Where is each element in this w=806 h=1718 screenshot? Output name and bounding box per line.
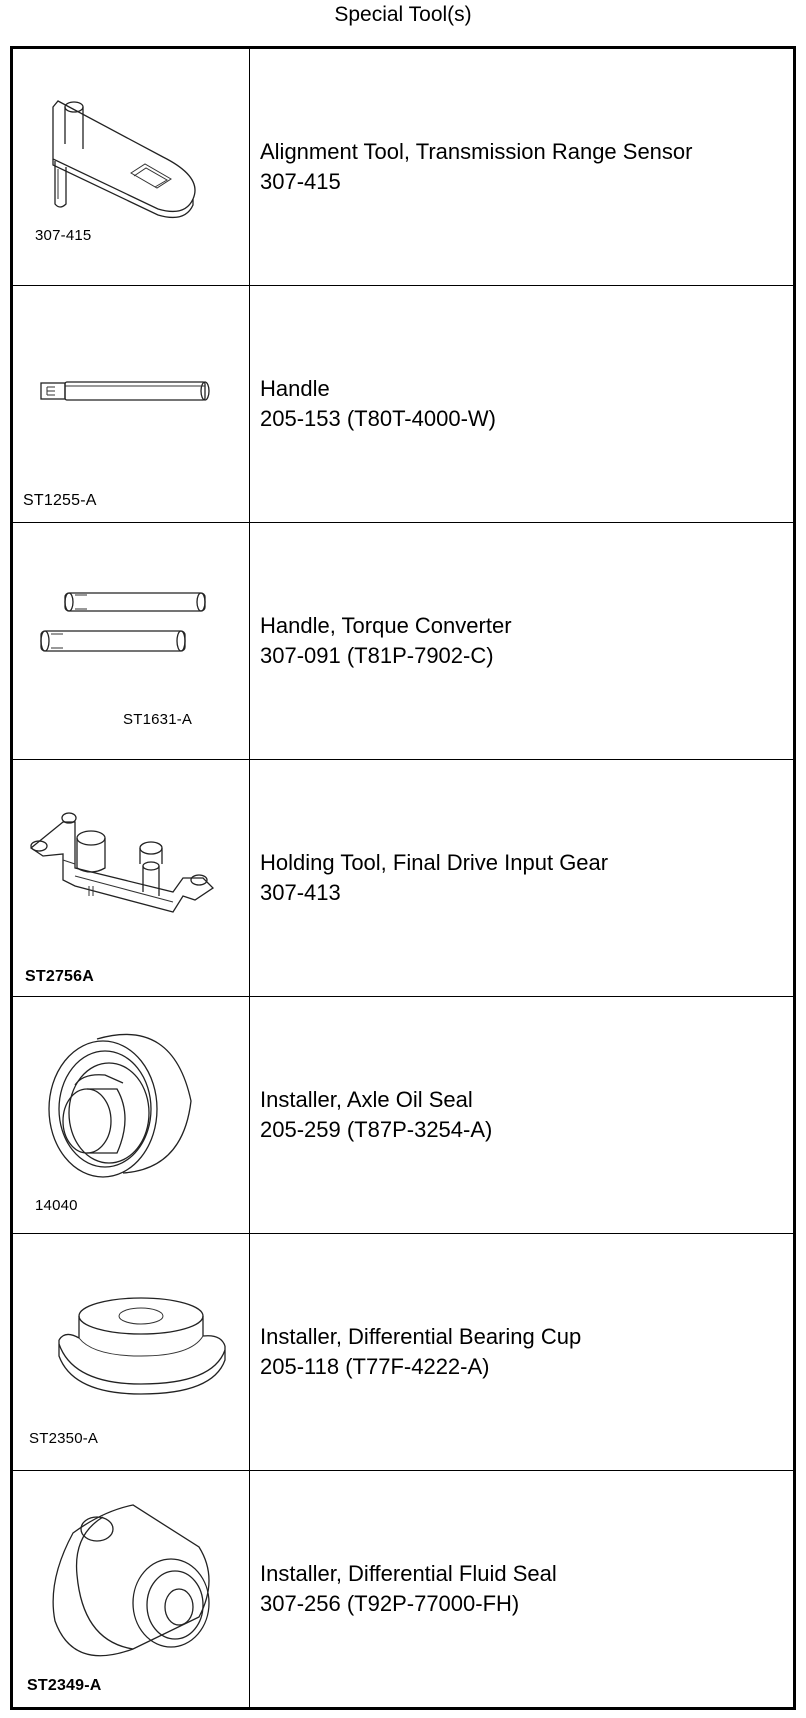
tool-description [250,1234,795,1471]
illustration-label: ST1255-A [23,492,97,509]
tool-name: Alignment Tool, Transmission Range Sensor [260,139,693,164]
illustration-label: ST2349-A [27,1677,102,1694]
tool-name: Handle [260,376,330,401]
tool-name: Installer, Axle Oil Seal [260,1087,473,1112]
fluid-seal-installer-icon [13,1471,249,1707]
tool-description [250,997,795,1234]
handle-icon [13,286,249,522]
illustration-label: ST2756A [25,968,94,985]
illustration-cell [12,523,250,760]
special-tools-table [10,46,796,1710]
holding-tool-icon [13,760,249,996]
tool-name: Holding Tool, Final Drive Input Gear [260,850,609,875]
tool-description [250,760,795,997]
tool-description [250,48,795,286]
illustration-cell [12,760,250,997]
tool-description [250,1471,795,1709]
tool-number: 307-413 [260,880,341,905]
tool-number: 205-118 (T77F-4222-A) [260,1354,490,1379]
alignment-tool-icon [13,49,249,285]
illustration-cell [12,1234,250,1471]
tool-description [250,523,795,760]
illustration-cell [12,286,250,523]
table-row [12,48,795,286]
tool-name: Handle, Torque Converter [260,613,512,638]
table-row [12,286,795,523]
illustration-label: 14040 [35,1197,78,1214]
table-row [12,1471,795,1709]
illustration-cell [12,1471,250,1709]
tool-number: 205-153 (T80T-4000-W) [260,406,496,431]
illustration-label: ST2350-A [29,1430,99,1447]
table-row [12,760,795,997]
tool-number: 205-259 (T87P-3254-A) [260,1117,493,1142]
table-row [12,1234,795,1471]
table-row [12,523,795,760]
illustration-cell [12,997,250,1234]
tool-number: 307-415 [260,169,341,194]
illustration-label: 307-415 [35,227,92,244]
table-row [12,997,795,1234]
tool-name: Installer, Differential Bearing Cup [260,1324,582,1349]
page-title: Special Tool(s) [334,3,472,26]
tool-name: Installer, Differential Fluid Seal [260,1561,557,1586]
illustration-label: ST1631-A [123,711,193,728]
tool-number: 307-256 (T92P-77000-FH) [260,1591,520,1616]
tool-description [250,286,795,523]
tool-number: 307-091 (T81P-7902-C) [260,643,494,668]
illustration-cell [12,48,250,286]
